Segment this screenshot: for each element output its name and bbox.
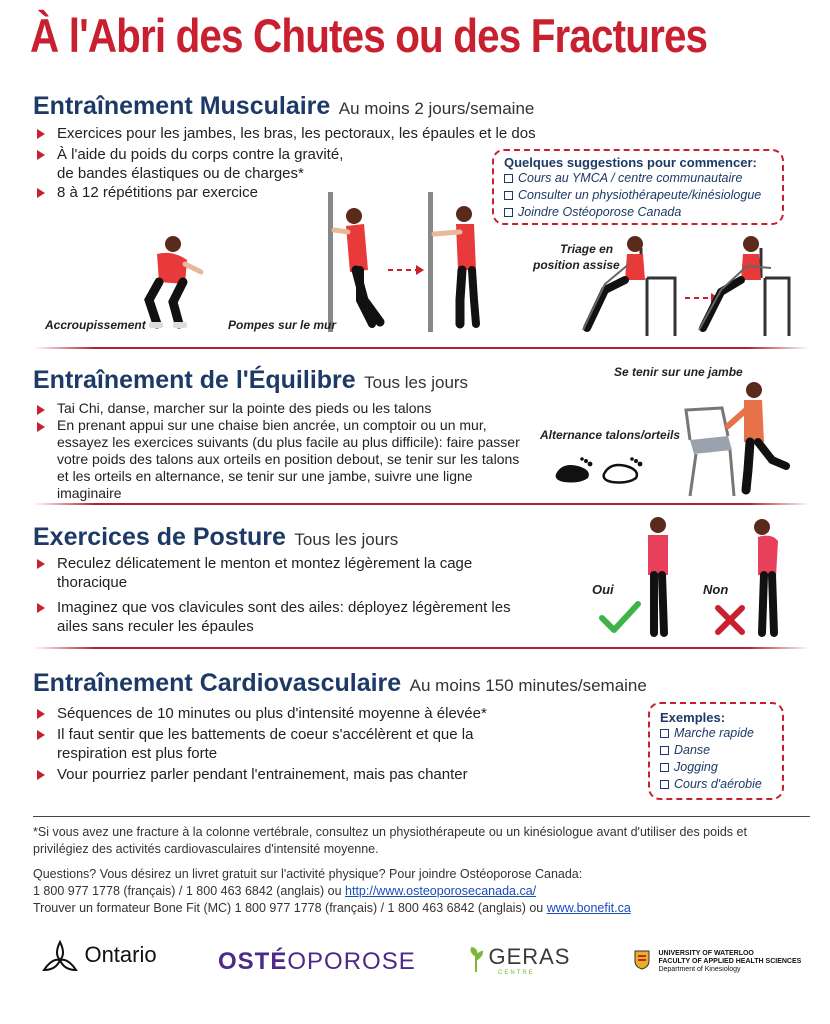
example-text: Marche rapide <box>674 726 754 740</box>
list-item: Imaginez que vos clavicules sont des ailes: déployez légèrement les ailes sans reculer les épaules <box>33 598 533 636</box>
cross-icon <box>714 604 746 636</box>
contact-line-3 <box>33 900 813 917</box>
contact-phone-text: 1 800 977 1778 (français) / 1 800 463 6842 (anglais) ou <box>33 884 346 898</box>
example-item <box>660 759 772 776</box>
seated-row-caption-1: Triage en <box>560 242 614 256</box>
geras-logo-text: GERAS <box>488 944 571 969</box>
uwaterloo-logo <box>634 950 801 976</box>
bullet-line: À l'aide du poids du corps contre la gravité, <box>57 146 344 163</box>
geras-logo-sub: CENTRE <box>498 969 535 976</box>
one-leg-figure <box>682 380 797 498</box>
posture-subheading: Tous les jours <box>294 530 399 549</box>
muscular-heading: Entraînement Musculaire <box>33 92 331 120</box>
suggestion-item <box>504 187 772 204</box>
osteo-logo-bold: OST <box>218 948 271 975</box>
footprints-icon <box>552 452 652 486</box>
osteo-logo-accent: É <box>270 948 288 975</box>
muscular-bullets <box>33 124 593 143</box>
heel-toe-caption: Alternance talons/orteils <box>540 428 681 442</box>
bonefit-phone-text: Trouver un formateur Bone Fit (MC) 1 800 977 1778 (français) / 1 800 463 6842 (anglais) ou <box>33 901 547 915</box>
balance-heading: Entraînement de l'Équilibre <box>33 366 356 394</box>
checkmark-icon <box>598 600 642 636</box>
checkbox-icon <box>660 729 669 738</box>
section-divider <box>33 503 810 505</box>
examples-title: Exemples: <box>660 710 726 725</box>
uwaterloo-text <box>658 950 801 974</box>
osteoporose-logo <box>218 948 416 976</box>
geras-leaf-icon <box>468 946 484 974</box>
checkbox-icon <box>504 191 513 200</box>
muscular-subheading: Au moins 2 jours/semaine <box>338 99 535 118</box>
contact-line-1: Questions? Vous désirez un livret gratuit sur l'activité physique? Pour joindre Ostéoporose Canada: <box>33 867 583 881</box>
cardio-heading: Entraînement Cardiovasculaire <box>33 669 402 697</box>
footer-divider <box>33 816 810 817</box>
example-text: Danse <box>674 743 711 757</box>
uw-line-1: UNIVERSITY OF WATERLOO <box>658 950 754 957</box>
posture-no-label: Non <box>703 582 729 597</box>
cardio-subheading: Au moins 150 minutes/semaine <box>409 676 647 695</box>
ontario-logo-text: Ontario <box>84 942 157 968</box>
suggestion-item <box>504 170 772 187</box>
checkbox-icon <box>660 746 669 755</box>
balance-bullets <box>33 400 533 502</box>
bullet-line: de bandes élastiques ou de charges* <box>57 165 304 182</box>
list-item: Vour pourriez parler pendant l'entrainement, mais pas chanter <box>33 765 533 784</box>
list-item: Reculez délicatement le menton et montez légèrement la cage thoracique <box>33 554 533 592</box>
muscular-section-header <box>33 92 534 121</box>
posture-yes-label: Oui <box>592 582 614 597</box>
list-item: Séquences de 10 minutes ou plus d'intensité moyenne à élevée* <box>33 704 533 723</box>
example-text: Cours d'aérobie <box>674 777 762 791</box>
list-item: Exercices pour les jambes, les bras, les pectoraux, les épaules et le dos <box>33 124 593 143</box>
bad-posture-figure <box>750 515 784 637</box>
seated-row-caption-2: position assise <box>533 258 620 272</box>
uw-line-2: FACULTY OF APPLIED HEALTH SCIENCES <box>658 958 802 965</box>
section-divider <box>33 347 810 349</box>
list-item: En prenant appui sur une chaise bien ancrée, un comptoir ou un mur, essayez les exercices suivants (du plus facile au plus difficile): faire passer votre poids des talons aux orteils en position debout, se tenir sur les talons et les orteils en alternance, se tenir sur une jambe, suivre une ligne imaginaire <box>33 417 533 502</box>
checkbox-icon <box>660 763 669 772</box>
list-item <box>33 145 413 183</box>
osteo-logo-rest: OPOROSE <box>287 948 416 975</box>
footnote: *Si vous avez une fracture à la colonne vertébrale, consultez un physiothérapeute ou un kinésiologue avant d'utiliser des poids et privilégiez des activités cardiovasculaires d'intensité moyenne. <box>33 825 747 856</box>
cardio-section-header <box>33 669 647 698</box>
good-posture-figure <box>640 515 674 637</box>
suggestion-text: Consulter un physiothérapeute/kinésiologue <box>518 188 762 202</box>
posture-section-header <box>33 523 398 552</box>
geras-logo <box>468 944 570 976</box>
section-divider <box>33 647 810 649</box>
checkbox-icon <box>504 174 513 183</box>
suggestion-item <box>504 204 772 221</box>
list-item: Il faut sentir que les battements de coeur s'accélèrent et que la respiration est plus forte <box>33 725 533 763</box>
squat-figure <box>135 232 205 332</box>
suggestions-box <box>492 149 784 225</box>
suggestion-text: Cours au YMCA / centre communautaire <box>518 171 743 185</box>
balance-subheading: Tous les jours <box>364 373 469 392</box>
example-item <box>660 776 772 793</box>
checkbox-icon <box>660 780 669 789</box>
page-title: À l'Abri des Chutes ou des Fractures <box>30 9 708 62</box>
uw-line-3: Department of Kinesiology <box>658 966 741 973</box>
examples-box <box>648 702 784 800</box>
example-text: Jogging <box>674 760 718 774</box>
contact-block <box>33 866 813 917</box>
cardio-bullets <box>33 704 533 784</box>
example-item <box>660 725 772 742</box>
posture-heading: Exercices de Posture <box>33 523 286 551</box>
ontario-logo <box>40 940 157 980</box>
squat-caption: Accroupissement <box>45 318 146 332</box>
wall-pushup-figures <box>320 190 490 340</box>
checkbox-icon <box>504 208 513 217</box>
balance-section-header <box>33 366 468 395</box>
bonefit-link[interactable]: www.bonefit.ca <box>546 901 631 915</box>
example-item <box>660 742 772 759</box>
contact-line-2 <box>33 883 813 900</box>
trillium-icon <box>40 940 80 976</box>
osteoporose-canada-link[interactable]: http://www.osteoporosecanada.ca/ <box>345 884 537 898</box>
wall-pushup-caption: Pompes sur le mur <box>228 318 337 332</box>
seated-row-figures <box>575 228 795 343</box>
suggestion-text: Joindre Ostéoporose Canada <box>518 205 682 219</box>
list-item: Tai Chi, danse, marcher sur la pointe des pieds ou les talons <box>33 400 533 417</box>
list-item: 8 à 12 répétitions par exercice <box>33 183 413 202</box>
one-leg-caption: Se tenir sur une jambe <box>614 365 743 379</box>
suggestions-title: Quelques suggestions pour commencer: <box>504 155 757 170</box>
uwaterloo-crest-icon <box>634 950 650 970</box>
posture-bullets <box>33 554 533 636</box>
